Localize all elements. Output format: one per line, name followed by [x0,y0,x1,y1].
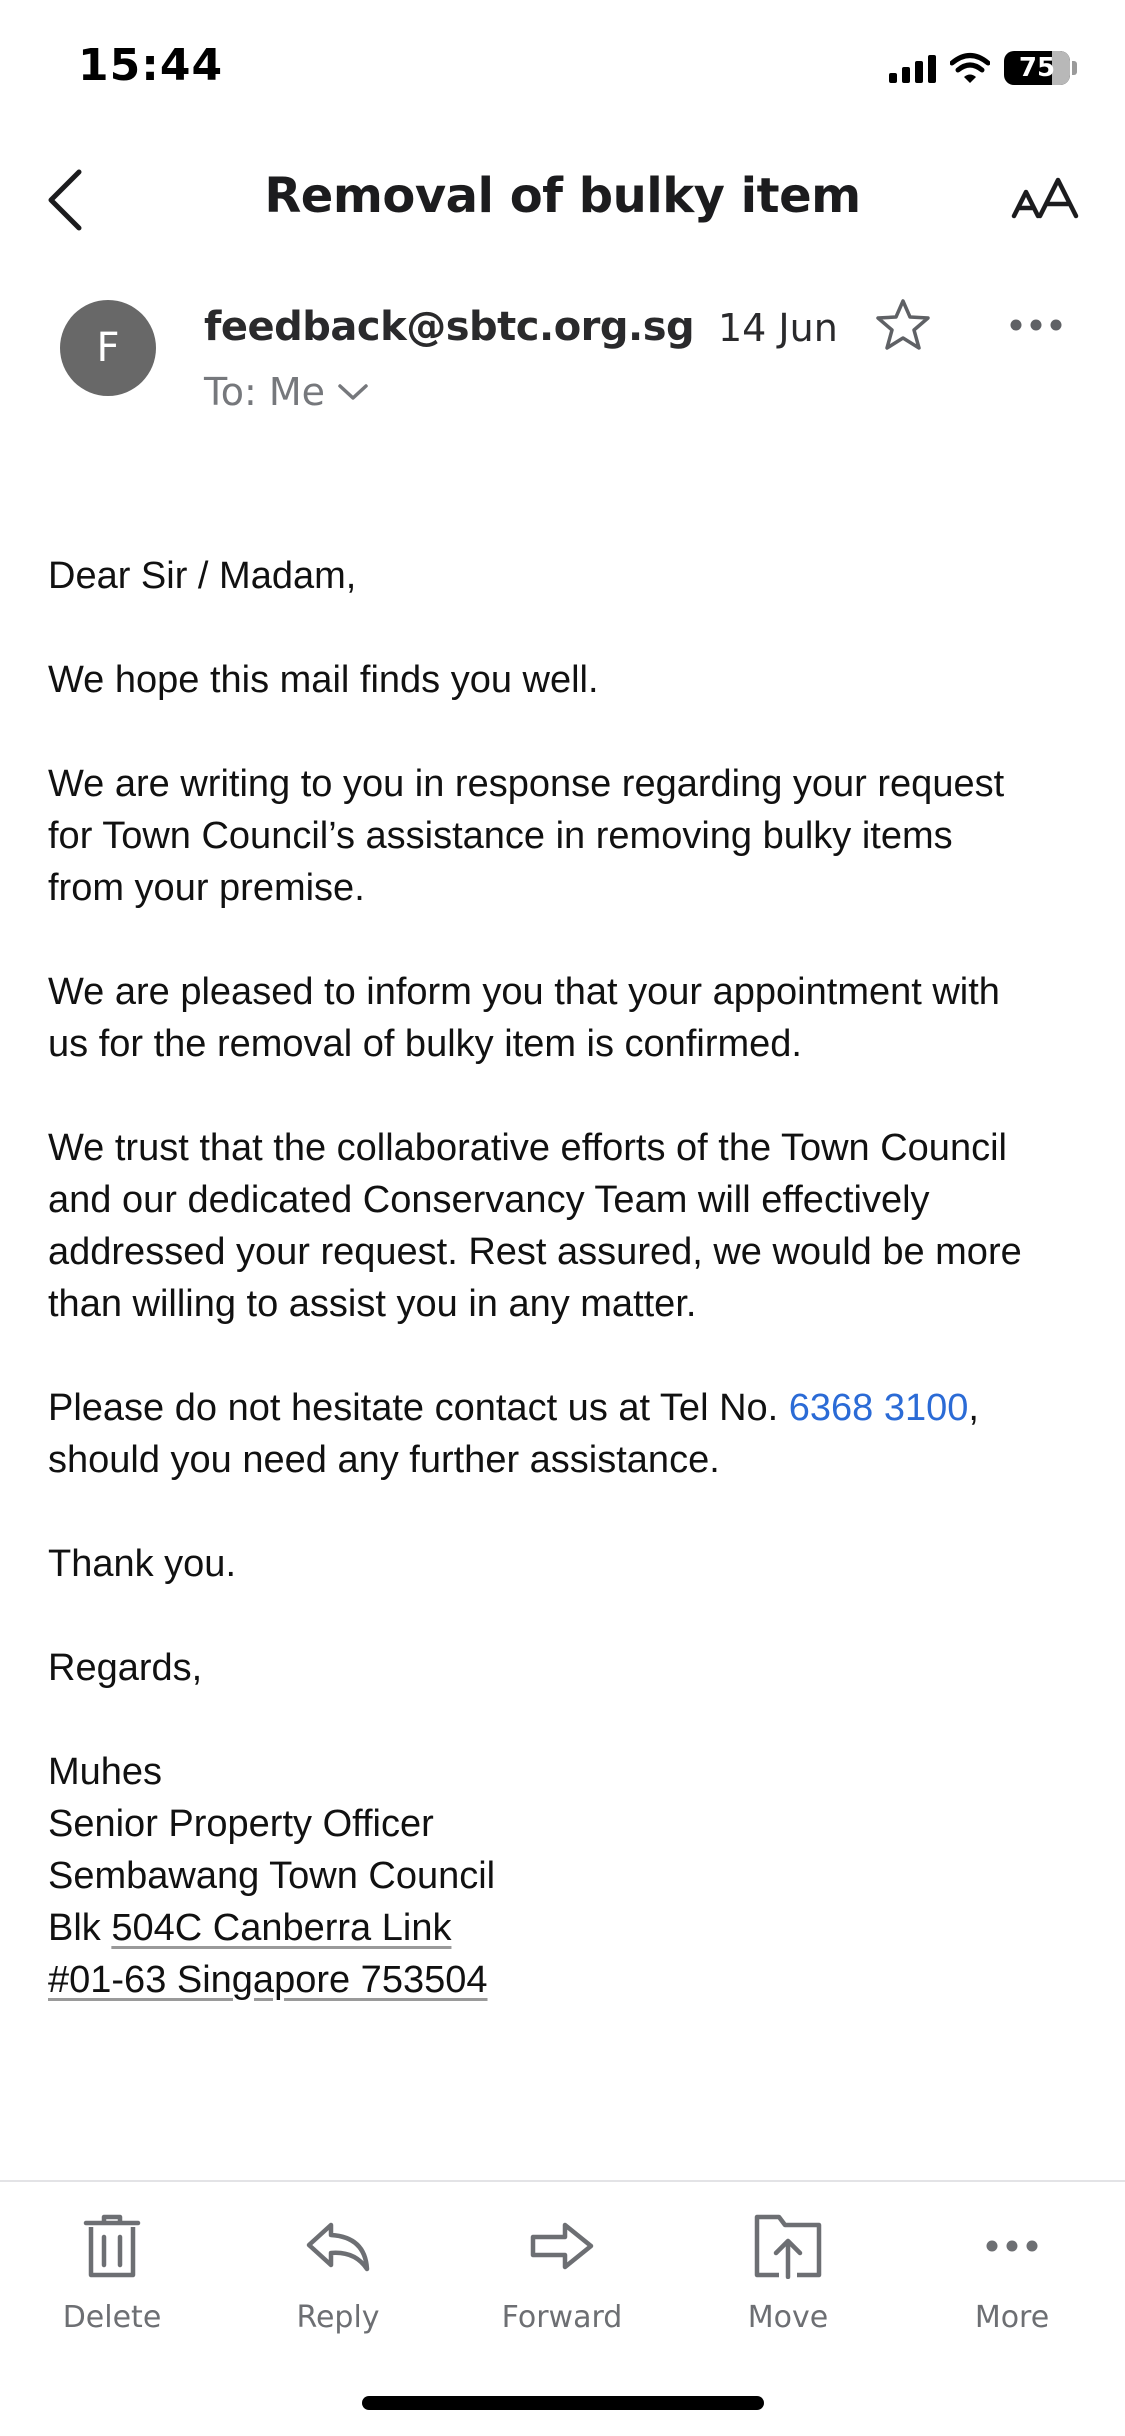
recipient-label: To: Me [204,370,326,414]
folder-move-icon [753,2213,823,2279]
trash-icon [82,2213,142,2279]
battery-nub [1072,61,1077,75]
signature-address-1 [48,1902,1088,1954]
move-button[interactable] [698,2206,878,2346]
more-options-button[interactable] [998,290,1074,360]
more-toolbar-button[interactable] [922,2206,1102,2346]
paragraph-2 [48,758,1088,914]
paragraph-4-line-4: than willing to assist you in any matter. [48,1283,697,1325]
status-icons [889,48,1077,88]
phone-link[interactable]: 6368 3100 [788,1387,969,1429]
reply-icon [305,2219,371,2273]
page-title: Removal of bulky item [264,168,861,224]
greeting: Dear Sir / Madam, [48,555,357,597]
signature-address-2[interactable]: #01-63 Singapore 753504 [48,1959,488,2001]
message-body [48,550,1088,2006]
avatar[interactable]: F [60,300,156,396]
nav-bar [0,150,1125,250]
paragraph-2-line-1: We are writing to you in response regarding your request [48,763,1005,805]
star-icon [874,297,932,353]
delete-button[interactable] [22,2206,202,2346]
font-size-button[interactable] [1005,164,1085,234]
sender-address[interactable]: feedback@sbtc.org.sg [204,304,695,350]
home-indicator[interactable] [362,2396,764,2410]
paragraph-1: We hope this mail finds you well. [48,659,599,701]
star-button[interactable] [868,290,938,360]
ellipsis-icon [985,2239,1039,2253]
paragraph-4 [48,1122,1088,1330]
message-date: 14 Jun [718,306,838,350]
cellular-signal-icon [889,53,936,83]
signature-name: Muhes [48,1751,163,1793]
ellipsis-icon [1009,318,1063,332]
recipient-toggle[interactable] [204,370,369,414]
reply-button[interactable] [248,2206,428,2346]
address-prefix: Blk [48,1907,112,1949]
battery-level: 75 [1018,53,1056,83]
status-bar [0,0,1125,140]
paragraph-4-line-2: and our dedicated Conservancy Team will effectively [48,1179,930,1221]
paragraph-5-text: Please do not hesitate contact us at Tel No. [48,1387,789,1429]
forward-label: Forward [501,2300,623,2335]
paragraph-2-line-3: from your premise. [48,867,365,909]
more-label: More [974,2300,1050,2335]
thanks: Thank you. [48,1543,236,1585]
back-button[interactable] [30,160,100,240]
font-size-icon [1010,174,1080,224]
regards: Regards, [48,1647,203,1689]
forward-icon [529,2221,595,2271]
signature [48,1746,1088,2006]
paragraph-4-line-1: We trust that the collaborative efforts of the Town Council [48,1127,1007,1169]
battery-icon [1004,51,1070,85]
chevron-left-icon [45,168,85,232]
paragraph-3 [48,966,1088,1070]
signature-title: Senior Property Officer [48,1803,434,1845]
paragraph-5-line-2: should you need any further assistance. [48,1439,720,1481]
forward-button[interactable] [472,2206,652,2346]
paragraph-3-line-1: We are pleased to inform you that your appointment with [48,971,1000,1013]
signature-org: Sembawang Town Council [48,1855,496,1897]
wifi-icon [950,52,990,84]
paragraph-3-line-2: us for the removal of bulky item is confirmed. [48,1023,802,1065]
delete-label: Delete [62,2300,162,2335]
paragraph-4-line-3: addressed your request. Rest assured, we would be more [48,1231,1022,1273]
status-time: 15:44 [78,40,224,91]
paragraph-2-line-2: for Town Council’s assistance in removing bulky items [48,815,953,857]
address-link[interactable]: 504C Canberra Link [111,1907,452,1949]
chevron-down-icon [337,382,369,402]
message-header [0,290,1125,440]
paragraph-5 [48,1382,1088,1486]
paragraph-5-comma: , [968,1387,979,1429]
reply-label: Reply [296,2300,380,2335]
move-label: Move [747,2300,829,2335]
